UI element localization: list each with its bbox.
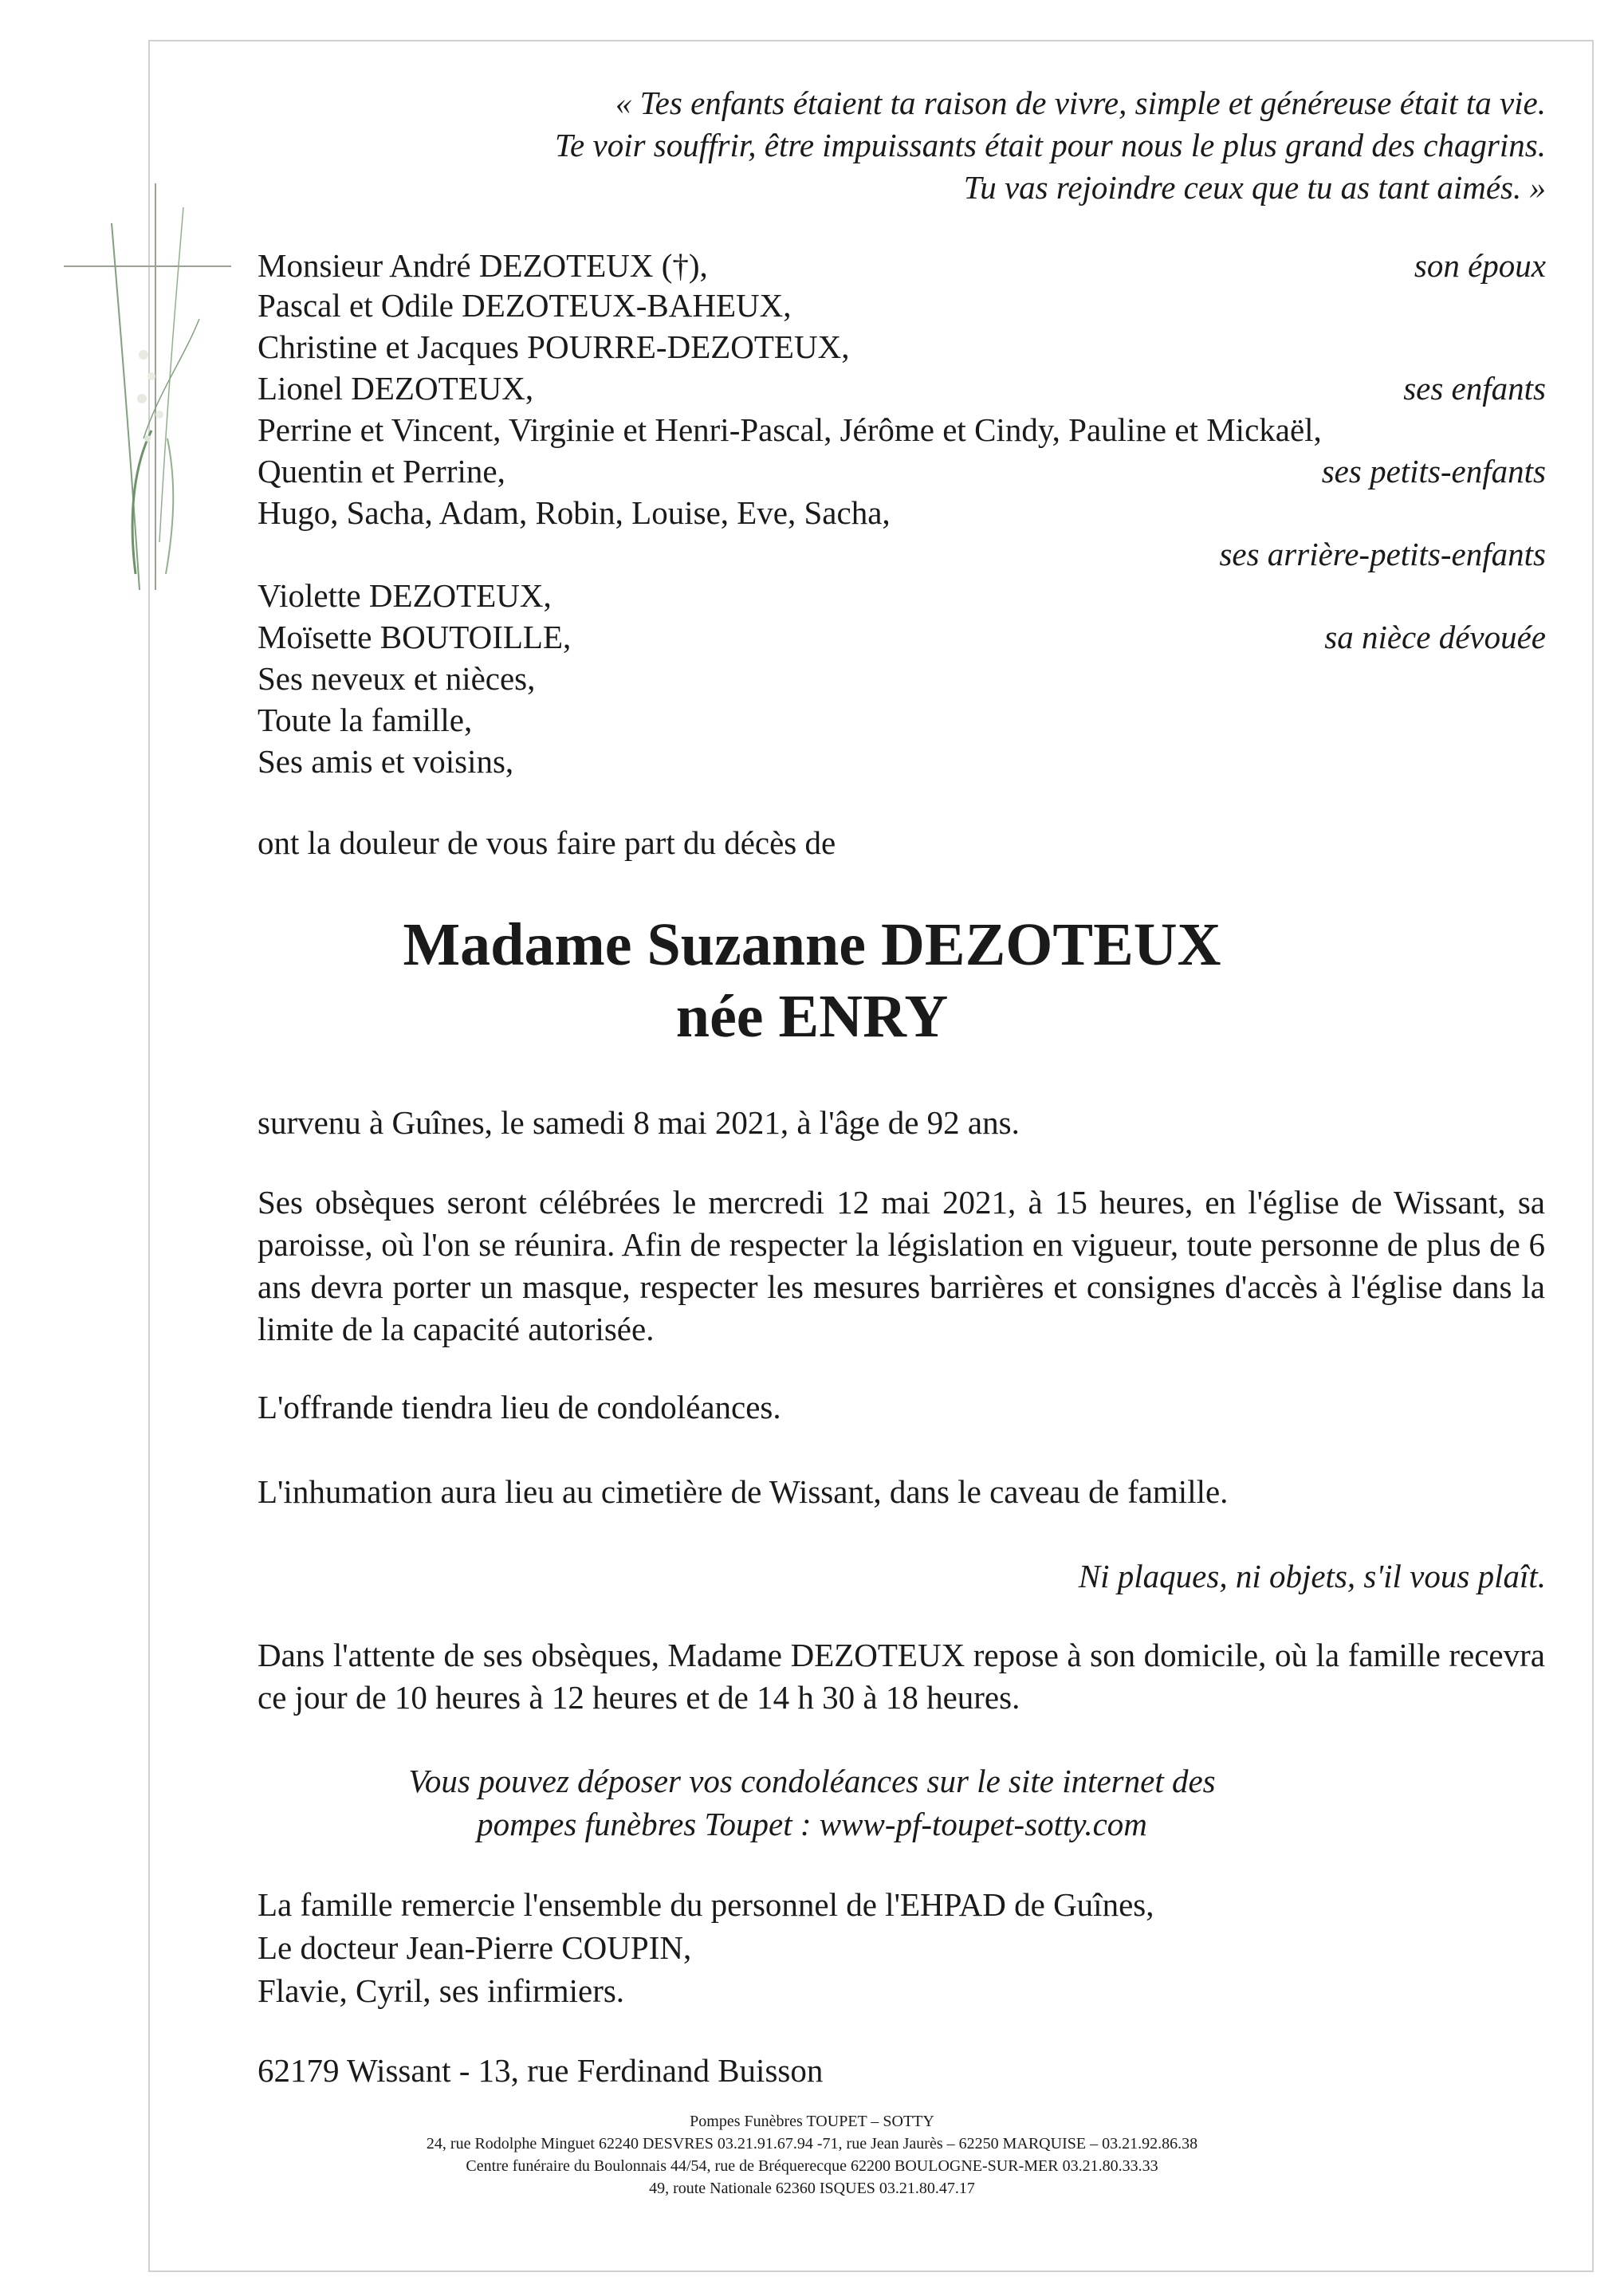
deceased-name: Madame Suzanne DEZOTEUX (403, 911, 1221, 978)
visitation: Dans l'attente de ses obsèques, Madame DEZOTEUX repose à son domicile, où la famille recevra ce jour de 10 heures à 12 heures et de 14 h 30 à 18 heures. (258, 1637, 1545, 1716)
home-address: 62179 Wissant - 13, rue Ferdinand Buisson (258, 2052, 824, 2089)
family-great-grandchildren: Hugo, Sacha, Adam, Robin, Louise, Eve, Sacha, (258, 494, 891, 531)
no-flowers: Ni plaques, ni objets, s'il vous plaît. (1078, 1558, 1546, 1594)
family-other-2: Moïsette BOUTOILLE, (258, 619, 572, 655)
quote-line-3: Tu vas rejoindre ceux que tu as tant aimés. » (963, 169, 1546, 206)
thanks-line-2: Le docteur Jean-Pierre COUPIN, (258, 1929, 692, 1966)
thanks-line-1: La famille remercie l'ensemble du personnel de l'EHPAD de Guînes, (258, 1886, 1154, 1923)
death-info: survenu à Guînes, le samedi 8 mai 2021, à l'âge de 92 ans. (258, 1104, 1020, 1141)
family-grandchildren-1: Perrine et Vincent, Virginie et Henri-Pascal, Jérôme et Cindy, Pauline et Mickaël, (258, 411, 1322, 448)
family-other-1: Violette DEZOTEUX, (258, 577, 552, 614)
offering: L'offrande tiendra lieu de condoléances. (258, 1389, 781, 1425)
role-niece: sa nièce dévouée (1324, 619, 1546, 655)
condolences-line-1: Vous pouvez déposer vos condoléances sur le site internet des (408, 1763, 1216, 1799)
burial: L'inhumation aura lieu au cimetière de Wissant, dans le caveau de famille. (258, 1473, 1229, 1510)
family-other-5: Ses amis et voisins, (258, 743, 514, 780)
footer-line-1: 24, rue Rodolphe Minguet 62240 DESVRES 03.21.91.67.94 -71, rue Jean Jaurès – 62250 MARQUISE – 03.21.92.86.38 (426, 2135, 1198, 2152)
footer-company: Pompes Funèbres TOUPET – SOTTY (690, 2113, 934, 2130)
announcement: ont la douleur de vous faire part du décès de (258, 824, 836, 861)
footer-line-3: 49, route Nationale 62360 ISQUES 03.21.80.47.17 (649, 2180, 975, 2197)
funeral-info: Ses obsèques seront célébrées le mercredi 12 mai 2021, à 15 heures, en l'église de Wissant, sa paroisse, où l'on se réunira. Afin de respecter la législation en vigueur, toute personne de plus de 6 ans devra porter un masque, respecter les mesures barrières et consignes d'accès à l'église dans la limite de la capacité autorisée. (258, 1184, 1545, 1347)
role-husband: son époux (1414, 247, 1546, 284)
cross-flower-icon (64, 175, 247, 606)
family-other-3: Ses neveux et nièces, (258, 660, 536, 697)
family-other-4: Toute la famille, (258, 702, 473, 738)
family-husband: Monsieur André DEZOTEUX (†), (258, 247, 708, 284)
family-child-2: Christine et Jacques POURRE-DEZOTEUX, (258, 328, 850, 365)
footer-line-2: Centre funéraire du Boulonnais 44/54, rue de Bréquerecque 62200 BOULOGNE-SUR-MER 03.21.80.33.33 (466, 2157, 1158, 2175)
quote-line-2: Te voir souffrir, être impuissants était pour nous le plus grand des chagrins. (555, 127, 1546, 163)
family-child-3: Lionel DEZOTEUX, (258, 370, 534, 407)
role-children: ses enfants (1403, 370, 1546, 407)
deceased-maiden-name: née ENRY (675, 983, 949, 1050)
thanks-line-3: Flavie, Cyril, ses infirmiers. (258, 1972, 625, 2009)
quote-line-1: « Tes enfants étaient ta raison de vivre, simple et généreuse était ta vie. (615, 85, 1546, 121)
family-child-1: Pascal et Odile DEZOTEUX-BAHEUX, (258, 287, 792, 324)
role-great-grandchildren: ses arrière-petits-enfants (1219, 536, 1546, 572)
condolences-line-2: pompes funèbres Toupet : www-pf-toupet-sotty.com (477, 1806, 1147, 1842)
role-grandchildren: ses petits-enfants (1321, 453, 1546, 489)
family-grandchildren-2: Quentin et Perrine, (258, 453, 505, 489)
